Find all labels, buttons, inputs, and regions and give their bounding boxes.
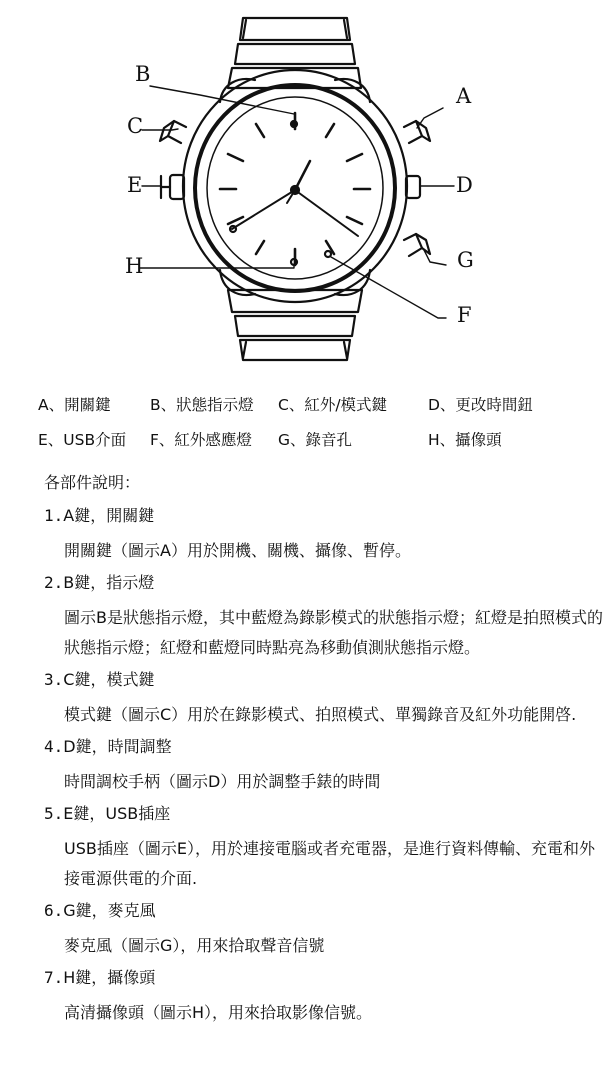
watch-strap-top [228, 18, 361, 88]
item-heading [44, 967, 604, 989]
description-item [44, 967, 604, 1028]
label-d: D [456, 173, 473, 197]
watch-strap-bottom [228, 290, 362, 360]
ir-sensor-dot [325, 251, 331, 257]
item-body: 圖示B是狀態指示燈，其中藍燈為錄影模式的狀態指示燈；紅燈是拍照模式的狀態指示燈；紅燈和藍燈同時點亮為移動偵測狀態指示燈。 [64, 608, 603, 657]
item-number: 3. [44, 670, 64, 689]
item-heading-text: A鍵，開關鍵 [63, 506, 155, 525]
item-body: 高清攝像頭（圖示H），用來拾取影像信號。 [64, 1003, 373, 1022]
item-heading [44, 572, 604, 594]
item-heading-text: E鍵，USB插座 [63, 804, 171, 823]
item-number: 5. [44, 804, 64, 823]
item-number: 7. [44, 968, 64, 987]
item-heading-text: C鍵，模式鍵 [63, 670, 155, 689]
item-heading [44, 505, 604, 527]
item-heading-text: B鍵，指示燈 [63, 573, 155, 592]
item-number: 6. [44, 901, 64, 920]
description-item [44, 505, 604, 566]
button-a [404, 121, 430, 143]
legend-item-e: E、USB介面 [38, 431, 127, 449]
item-heading-text: G鍵，麥克風 [63, 901, 156, 920]
legend-item-f: F、紅外感應燈 [150, 431, 252, 449]
item-body: 模式鍵（圖示C）用於在錄影模式、拍照模式、單獨錄音及紅外功能開啓. [64, 705, 577, 724]
item-heading-text: H鍵，攝像頭 [63, 968, 156, 987]
legend-item-h: H、攝像頭 [428, 431, 502, 449]
description-item [44, 900, 604, 961]
item-body: 麥克風（圖示G），用來拾取聲音信號 [64, 936, 325, 955]
item-body: 時間調校手柄（圖示D）用於調整手錶的時間 [64, 772, 381, 791]
description-item [44, 736, 604, 797]
description-item [44, 572, 604, 663]
legend-item-g: G、錄音孔 [278, 431, 353, 449]
item-number: 4. [44, 737, 64, 756]
label-g: G [457, 248, 474, 272]
indicator-light-dot [291, 121, 297, 127]
watch-diagram [0, 0, 610, 370]
item-number: 1. [44, 506, 64, 525]
description-title: 各部件說明： [44, 473, 141, 492]
label-c: C [127, 114, 144, 138]
label-e: E [127, 173, 143, 197]
legend-item-a: A、開關鍵 [38, 396, 111, 414]
parts-description [44, 473, 604, 1034]
item-heading-text: D鍵，時間調整 [63, 737, 172, 756]
item-heading [44, 669, 604, 691]
item-number: 2. [44, 573, 64, 592]
button-e [161, 175, 184, 199]
item-heading [44, 736, 604, 758]
label-a: A [456, 84, 472, 108]
label-h: H [125, 254, 144, 278]
label-b: B [135, 62, 151, 86]
label-f: F [457, 303, 472, 327]
button-d [406, 176, 420, 198]
description-item [44, 669, 604, 730]
description-item [44, 803, 604, 894]
button-c [160, 121, 186, 143]
item-body: USB插座（圖示E），用於連接電腦或者充電器，是進行資料傳輸、充電和外接電源供電的介面. [64, 839, 595, 888]
legend-item-d: D、更改時間鈕 [428, 396, 533, 414]
legend-item-b: B、狀態指示燈 [150, 396, 254, 414]
item-body: 開關鍵（圖示A）用於開機、關機、攝像、暫停。 [64, 541, 411, 560]
item-heading [44, 803, 604, 825]
item-heading [44, 900, 604, 922]
watch-hands [232, 161, 358, 236]
legend-item-c: C、紅外/模式鍵 [278, 396, 388, 414]
